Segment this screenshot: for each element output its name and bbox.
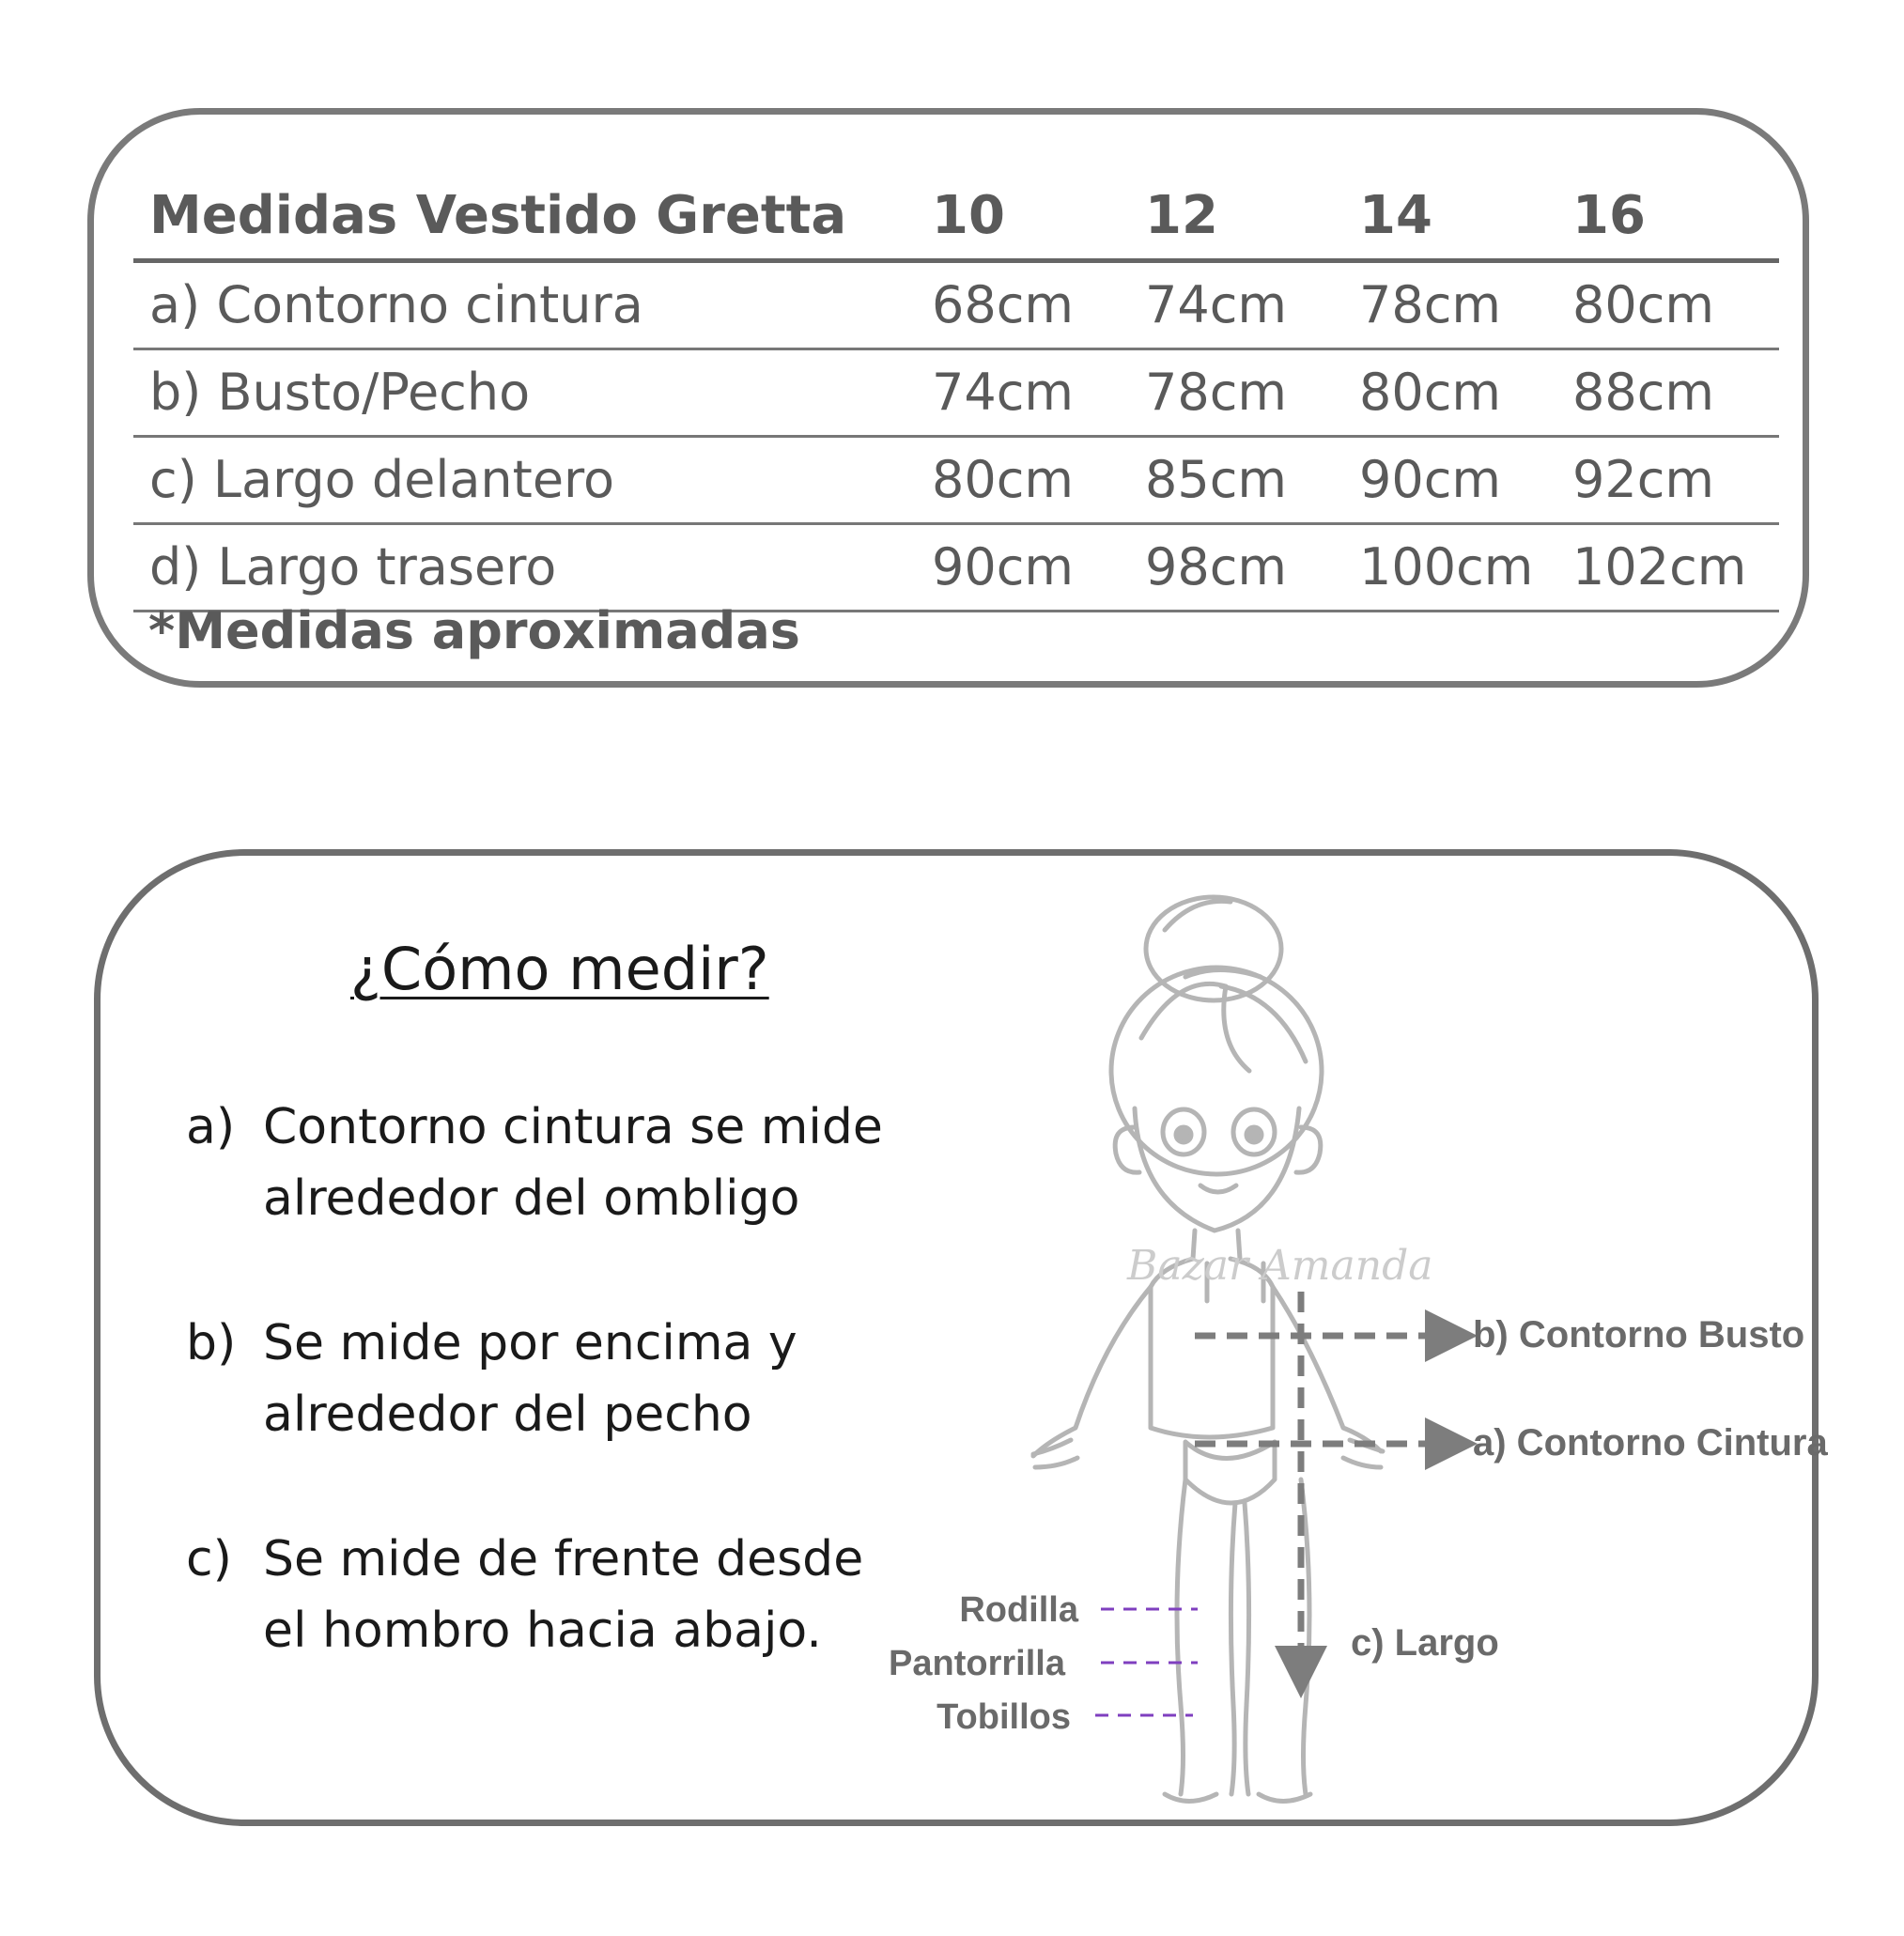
- measurement-figure: [889, 883, 1850, 1813]
- table-row: b) Busto/Pecho 74cm 78cm 80cm 88cm: [133, 350, 1779, 438]
- watermark-text: Bazar Amanda: [1127, 1242, 1433, 1290]
- girl-outline-icon: [1033, 897, 1383, 1802]
- step-letter: c): [186, 1531, 232, 1588]
- row-label: a) Contorno cintura: [149, 275, 643, 334]
- row-label: d) Largo trasero: [149, 537, 557, 596]
- size-table: [133, 174, 1779, 612]
- calf-label: Pantorrilla: [889, 1644, 1065, 1683]
- table-row: a) Contorno cintura 68cm 74cm 78cm 80cm: [133, 263, 1779, 350]
- waist-label: a) Contorno Cintura: [1473, 1422, 1828, 1464]
- step-letter: b): [186, 1315, 237, 1371]
- approximate-note: *Medidas aproximadas: [148, 601, 800, 660]
- bust-label: b) Contorno Busto: [1473, 1314, 1805, 1355]
- size-table-header: Medidas Vestido Gretta 10 12 14 16: [133, 174, 1779, 263]
- length-label: c) Largo: [1351, 1622, 1499, 1664]
- ankles-label: Tobillos: [937, 1697, 1071, 1737]
- row-label: c) Largo delantero: [149, 450, 615, 509]
- step-letter: a): [186, 1099, 236, 1155]
- how-to-title: ¿Cómo medir?: [350, 935, 769, 1003]
- table-row: c) Largo delantero 80cm 85cm 90cm 92cm: [133, 438, 1779, 525]
- measurement-arrows: [1195, 1292, 1451, 1672]
- table-row: d) Largo trasero 90cm 98cm 100cm 102cm: [133, 525, 1779, 612]
- step-text: Se mide por encima y alrededor del pecho: [263, 1315, 797, 1443]
- step-text: Se mide de frente desde el hombro hacia abajo.: [263, 1531, 864, 1659]
- row-label: b) Busto/Pecho: [149, 363, 531, 422]
- table-title: Medidas Vestido Gretta: [149, 185, 847, 246]
- knee-label: Rodilla: [959, 1590, 1078, 1630]
- step-text: Contorno cintura se mide alrededor del ombligo: [263, 1099, 883, 1227]
